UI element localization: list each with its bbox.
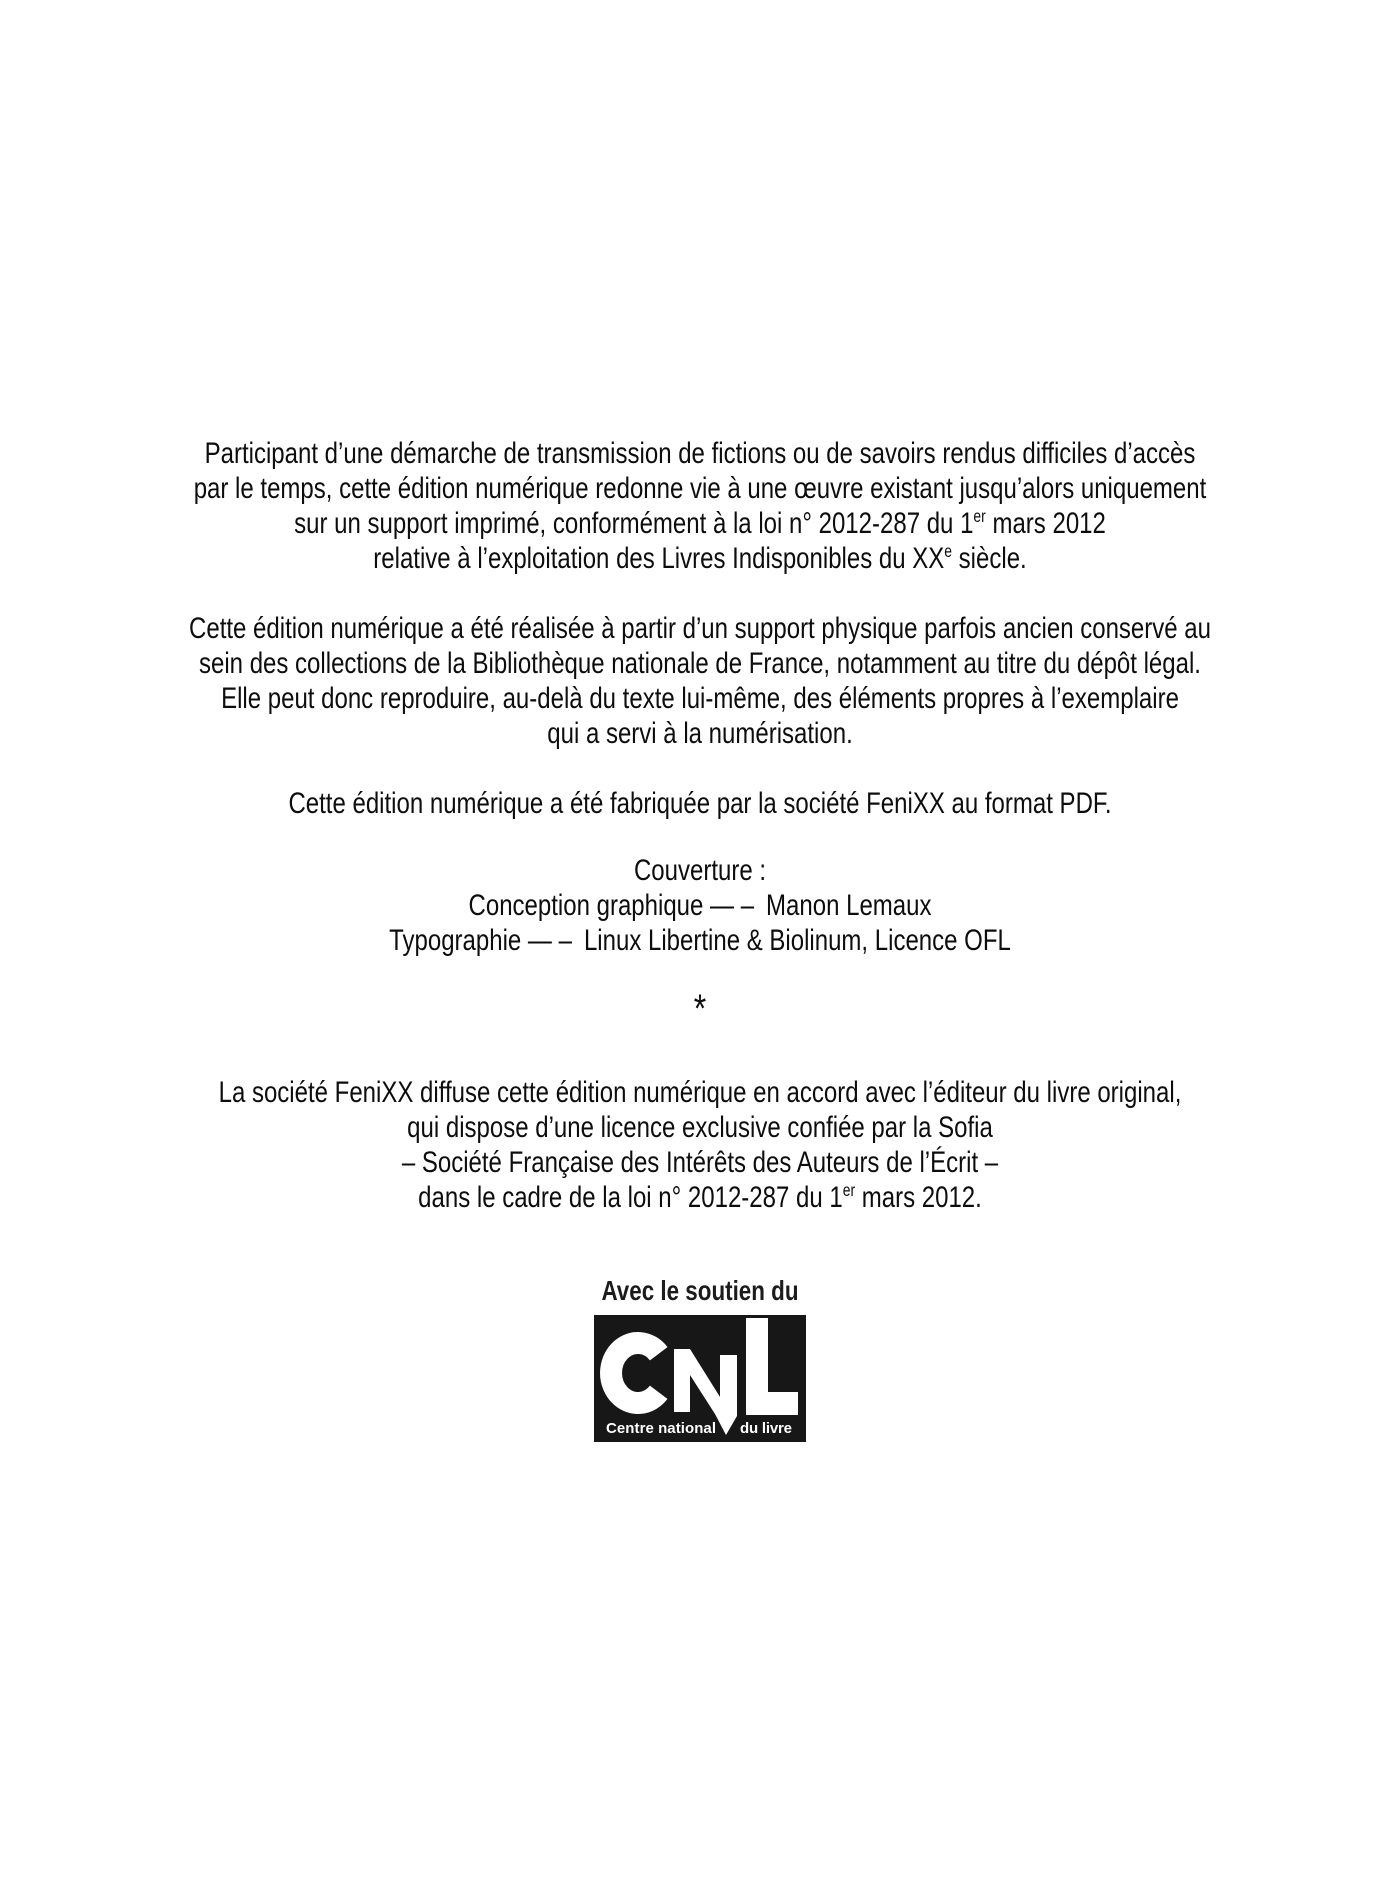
paragraph-fenixx-production — [0, 786, 1400, 821]
superscript-text: e — [944, 541, 953, 561]
text-segment: mars 2012 — [985, 507, 1106, 540]
text-segment: qui dispose d’une licence exclusive confiée par la Sofia — [407, 1111, 993, 1144]
colophon-paragraphs — [0, 436, 1400, 1215]
text-line — [140, 611, 1260, 646]
text-line — [140, 716, 1260, 751]
text-line — [140, 923, 1260, 958]
text-line — [140, 506, 1260, 541]
text-segment: – Société Française des Intérêts des Auteurs de l’Écrit – — [401, 1146, 999, 1179]
text-segment: sein des collections de la Bibliothèque nationale de France, notamment au titre du dépôt légal. — [199, 647, 1201, 680]
text-line — [140, 1110, 1260, 1145]
text-segment: siècle. — [952, 542, 1027, 575]
text-segment: Typographie — – Linux Libertine & Biolinum, Licence OFL — [389, 924, 1011, 957]
text-line — [140, 541, 1260, 576]
text-segment: Conception graphique — – Manon Lemaux — [468, 889, 932, 922]
paragraph-separator-star — [0, 986, 1400, 1032]
paragraph-sofia-license — [0, 1075, 1400, 1215]
cnl-support-caption: Avec le soutien du — [601, 1275, 799, 1306]
cnl-caption-right: du livre — [740, 1420, 792, 1437]
text-segment: qui a servi à la numérisation. — [547, 717, 853, 750]
text-line — [140, 471, 1260, 506]
cnl-caption-left: Centre national — [606, 1420, 716, 1437]
text-segment: dans le cadre de la loi n° 2012-287 du 1 — [418, 1181, 843, 1214]
text-line — [140, 646, 1260, 681]
text-segment: Cette édition numérique a été fabriquée par la société FeniXX au format PDF. — [288, 787, 1112, 820]
paragraph-cover-credits — [0, 853, 1400, 958]
superscript-text: er — [973, 506, 986, 526]
text-segment: La société FeniXX diffuse cette édition numérique en accord avec l’éditeur du livre original, — [218, 1076, 1182, 1109]
text-segment: Participant d’une démarche de transmission de fictions ou de savoirs rendus difficiles d’accès — [204, 437, 1196, 470]
cnl-logo-wrap — [0, 1315, 1400, 1442]
text-segment: Elle peut donc reproduire, au-delà du texte lui-même, des éléments propres à l’exemplaire — [221, 682, 1179, 715]
text-line — [140, 1145, 1260, 1180]
text-segment: sur un support imprimé, conformément à la loi n° 2012-287 du 1 — [294, 507, 974, 540]
paragraph-bnf-source — [0, 611, 1400, 751]
text-line — [140, 1180, 1260, 1215]
text-segment: relative à l’exploitation des Livres Indisponibles du XX — [373, 542, 945, 575]
text-line — [140, 888, 1260, 923]
text-line — [140, 786, 1260, 821]
paragraph-legal-context — [0, 436, 1400, 576]
text-segment: Cette édition numérique a été réalisée à partir d’un support physique parfois ancien conservé au — [189, 612, 1211, 645]
text-segment: par le temps, cette édition numérique redonne vie à une œuvre existant jusqu’alors uniquement — [193, 472, 1207, 505]
superscript-text: er — [842, 1180, 856, 1200]
text-segment: Couverture : — [633, 854, 767, 887]
text-line — [140, 853, 1260, 888]
text-segment: mars 2012. — [855, 1181, 982, 1214]
text-line — [140, 436, 1260, 471]
cnl-support-block — [0, 1273, 1400, 1442]
cnl-logo — [594, 1315, 806, 1442]
text-line — [140, 1075, 1260, 1110]
text-line — [140, 986, 1260, 1032]
text-line — [140, 681, 1260, 716]
text-segment: * — [693, 987, 707, 1031]
